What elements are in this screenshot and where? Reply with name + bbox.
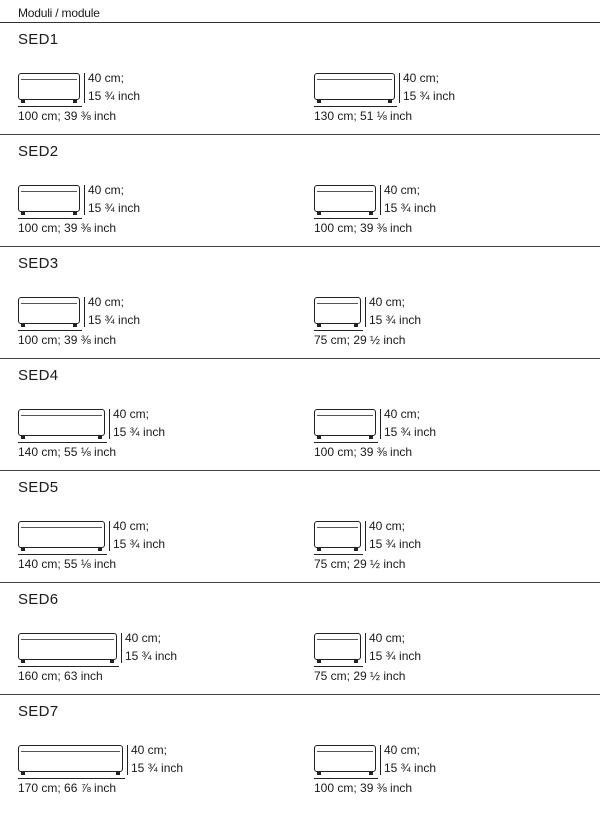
width-dimension-line [314,778,378,779]
height-inch: 15 ¾ inch [131,761,184,775]
module-code: SED7 [18,703,59,720]
width-label: 100 cm; 39 ⅜ inch [314,781,413,795]
width-label: 140 cm; 55 ⅛ inch [18,557,117,571]
height-dimension-line [380,409,381,439]
width-label: 100 cm; 39 ⅜ inch [18,221,117,235]
height-inch: 15 ¾ inch [88,89,141,103]
height-dimension-line [365,521,366,551]
height-cm: 40 cm; [403,71,440,85]
height-inch: 15 ¾ inch [369,313,422,327]
width-dimension-line [314,442,378,443]
height-label [369,517,421,553]
page-title: Moduli / module [18,6,100,20]
height-cm: 40 cm; [131,743,168,757]
module-list [0,23,600,806]
height-dimension-line [127,745,128,775]
height-dimension-line [84,297,85,327]
width-label: 140 cm; 55 ⅛ inch [18,445,117,459]
module-drawing [314,633,441,685]
height-dimension-line [84,73,85,103]
module-drawing [18,297,160,349]
height-label [369,629,421,665]
width-dimension-line [18,554,107,555]
height-cm: 40 cm; [125,631,162,645]
height-cm: 40 cm; [88,295,125,309]
sofa-outline [314,745,376,775]
height-cm: 40 cm; [88,183,125,197]
height-label [384,741,436,777]
sofa-outline [314,73,395,103]
module-row [0,471,600,583]
module-drawing [314,185,456,237]
width-dimension-line [18,330,82,331]
height-dimension-line [365,297,366,327]
module-code: SED2 [18,143,59,160]
height-label [88,293,140,329]
width-dimension-line [18,778,125,779]
module-drawing [18,745,203,797]
height-inch: 15 ¾ inch [384,201,437,215]
module-code: SED6 [18,591,59,608]
height-inch: 15 ¾ inch [369,537,422,551]
sofa-outline [18,297,80,327]
module-drawing [314,745,456,797]
height-label [125,629,177,665]
module-code: SED4 [18,367,59,384]
height-inch: 15 ¾ inch [125,649,178,663]
sofa-outline [18,73,80,103]
height-inch: 15 ¾ inch [113,537,166,551]
module-code: SED3 [18,255,59,272]
height-dimension-line [84,185,85,215]
width-dimension-line [314,106,397,107]
height-label [88,181,140,217]
width-label: 75 cm; 29 ½ inch [314,333,406,347]
module-row [0,695,600,806]
sofa-outline [314,409,376,439]
module-drawing [314,73,475,125]
height-label [384,181,436,217]
width-label: 100 cm; 39 ⅜ inch [314,221,413,235]
width-label: 100 cm; 39 ⅜ inch [18,109,117,123]
height-label [131,741,183,777]
width-label: 130 cm; 51 ⅛ inch [314,109,413,123]
width-label: 100 cm; 39 ⅜ inch [18,333,117,347]
width-label: 100 cm; 39 ⅜ inch [314,445,413,459]
width-dimension-line [18,442,107,443]
width-label: 75 cm; 29 ½ inch [314,669,406,683]
height-dimension-line [109,409,110,439]
width-dimension-line [18,666,119,667]
sofa-outline [314,297,361,327]
height-inch: 15 ¾ inch [88,201,141,215]
sofa-outline [18,745,123,775]
sofa-outline [18,185,80,215]
module-drawing [18,409,185,461]
height-cm: 40 cm; [369,631,406,645]
module-drawing [314,409,456,461]
width-dimension-line [314,666,363,667]
module-code: SED1 [18,31,59,48]
height-label [113,405,165,441]
module-drawing [18,521,185,573]
sofa-outline [314,633,361,663]
height-inch: 15 ¾ inch [403,89,456,103]
sofa-outline [18,521,105,551]
width-label: 160 cm; 63 inch [18,669,103,683]
height-inch: 15 ¾ inch [384,425,437,439]
height-cm: 40 cm; [384,183,421,197]
width-dimension-line [314,330,363,331]
height-label [403,69,455,105]
module-drawing [18,73,160,125]
height-cm: 40 cm; [369,295,406,309]
sofa-outline [18,633,117,663]
module-row [0,23,600,135]
height-cm: 40 cm; [113,407,150,421]
module-code: SED5 [18,479,59,496]
height-label [113,517,165,553]
sofa-outline [18,409,105,439]
module-drawing [18,633,197,685]
width-dimension-line [18,218,82,219]
width-dimension-line [314,554,363,555]
module-row [0,583,600,695]
module-row [0,359,600,471]
height-cm: 40 cm; [113,519,150,533]
height-inch: 15 ¾ inch [88,313,141,327]
module-drawing [314,297,441,349]
height-dimension-line [109,521,110,551]
height-label [384,405,436,441]
height-dimension-line [399,73,400,103]
sofa-outline [314,521,361,551]
sofa-outline [314,185,376,215]
height-dimension-line [380,745,381,775]
module-drawing [314,521,441,573]
height-inch: 15 ¾ inch [369,649,422,663]
page-header [0,0,600,23]
width-label: 75 cm; 29 ½ inch [314,557,406,571]
module-row [0,247,600,359]
height-inch: 15 ¾ inch [113,425,166,439]
width-dimension-line [18,106,82,107]
height-cm: 40 cm; [384,407,421,421]
height-label [88,69,140,105]
height-cm: 40 cm; [384,743,421,757]
height-dimension-line [121,633,122,663]
height-inch: 15 ¾ inch [384,761,437,775]
height-cm: 40 cm; [369,519,406,533]
width-dimension-line [314,218,378,219]
width-label: 170 cm; 66 ⅞ inch [18,781,117,795]
height-cm: 40 cm; [88,71,125,85]
height-dimension-line [365,633,366,663]
height-label [369,293,421,329]
height-dimension-line [380,185,381,215]
module-row [0,135,600,247]
module-drawing [18,185,160,237]
